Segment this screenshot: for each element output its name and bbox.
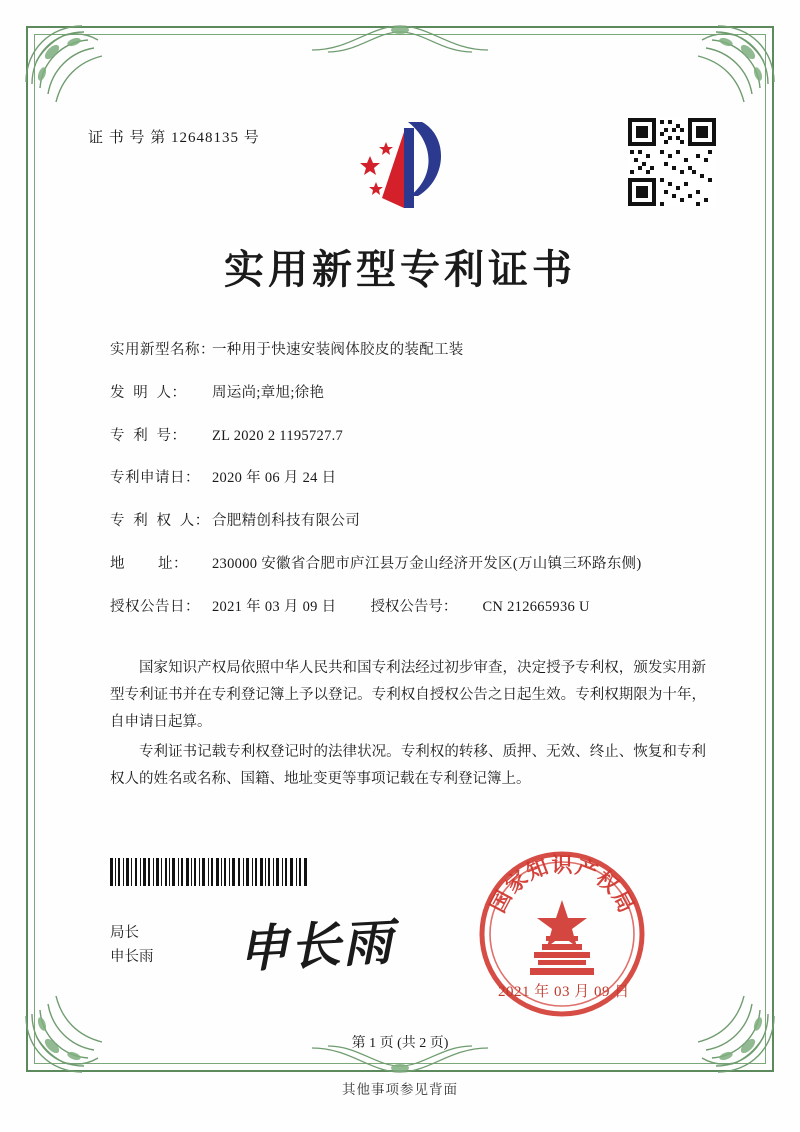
field-label: 实用新型名称： xyxy=(110,342,215,358)
barcode xyxy=(110,858,310,886)
director-title-label: 局长 xyxy=(110,925,139,941)
field-label: 专利申请日： xyxy=(110,470,200,487)
field-row-patentee xyxy=(110,511,710,533)
svg-text:国: 国 xyxy=(485,886,517,917)
field-value: 一种用于快速安装阀体胶皮的装配工装 xyxy=(212,342,464,358)
field-label: 地 址： xyxy=(110,555,188,572)
page-title: 实用新型专利证书 xyxy=(224,248,576,292)
field-label: 专 利 权 人： xyxy=(110,513,210,529)
field-row-utility-model-name xyxy=(110,340,710,362)
field-value: 230000 安徽省合肥市庐江县万金山经济开发区(万山镇三环路东侧) xyxy=(212,555,642,572)
field-label-grant-number: 授权公告号： xyxy=(370,598,458,615)
seal-date: 2021 年 03 月 09 日 xyxy=(498,984,630,1000)
certificate-number: 证 书 号 第 12648135 号 xyxy=(88,130,260,146)
svg-text:知: 知 xyxy=(523,854,552,885)
field-value: 周运尚;章旭;徐艳 xyxy=(212,384,325,401)
field-label-grant-date: 授权公告日： xyxy=(110,598,200,615)
field-label: 发 明 人： xyxy=(110,384,187,401)
field-value: ZL 2020 2 1195727.7 xyxy=(212,427,344,444)
field-label: 专 利 号： xyxy=(110,427,187,444)
footer-note: 其他事项参见背面 xyxy=(342,1082,458,1097)
legal-text xyxy=(110,655,706,797)
svg-text:局: 局 xyxy=(607,886,639,917)
qr-code xyxy=(628,118,716,206)
paragraph-2: 专利证书记载专利权登记时的法律状况。专利权的转移、质押、无效、终止、恢复和专利权人的姓名或名称、国籍、地址变更等事项记载在专利登记簿上。 xyxy=(110,744,706,788)
field-row-address xyxy=(110,554,710,576)
handwritten-signature: 申长雨 xyxy=(236,913,396,979)
certificate-fields xyxy=(110,340,710,639)
field-value: 2020 年 06 月 24 日 xyxy=(212,470,337,487)
svg-text:产: 产 xyxy=(572,854,601,885)
svg-text:识: 识 xyxy=(551,853,573,877)
signature-labels xyxy=(110,922,154,970)
field-value-grant-number: CN 212665936 U xyxy=(482,598,590,615)
paragraph-1: 国家知识产权局依照中华人民共和国专利法经过初步审查，决定授予专利权，颁发实用新型专利证书并在专利登记簿上予以登记。专利权自授权公告之日起生效。专利权期限为十年，自申请日起算。 xyxy=(110,660,706,730)
director-name-label: 申长雨 xyxy=(110,948,154,965)
field-row-application-date xyxy=(110,468,710,490)
field-row-patent-number xyxy=(110,426,710,448)
field-row-grant-announcement xyxy=(110,597,710,619)
field-row-inventors xyxy=(110,383,710,405)
svg-text:家: 家 xyxy=(500,865,533,898)
field-value-grant-date: 2021 年 03 月 09 日 xyxy=(212,598,337,615)
page-number: 第 1 页 (共 2 页) xyxy=(351,1036,449,1051)
svg-text:权: 权 xyxy=(591,865,624,898)
cnipa-logo xyxy=(352,112,462,222)
field-value: 合肥精创科技有限公司 xyxy=(212,513,360,529)
